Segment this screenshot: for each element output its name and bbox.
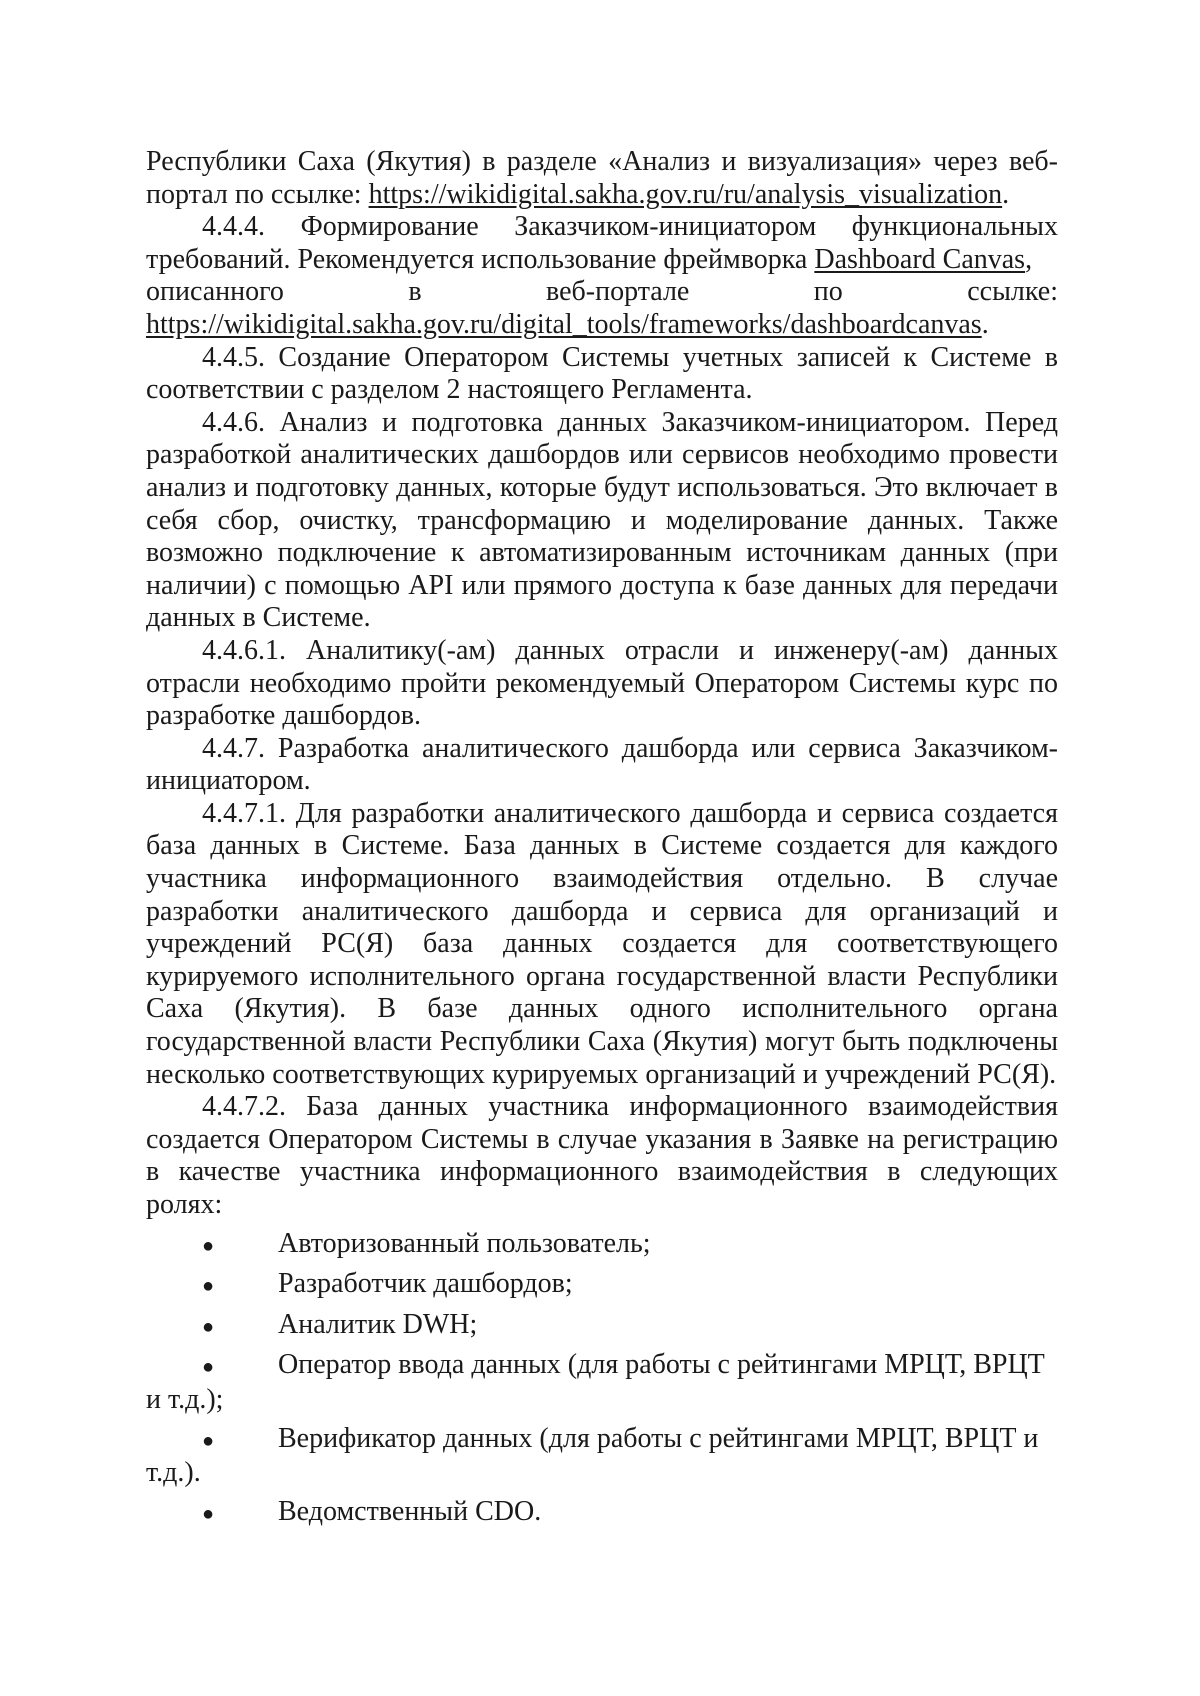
paragraph-4-4-7: 4.4.7. Разработка аналитического дашборда или сервиса Заказчиком-инициатором. (146, 732, 1058, 797)
bullet-icon: ● (202, 1356, 215, 1379)
role-item-authorized-user: ● Авторизованный пользователь; (146, 1228, 1058, 1263)
bullet-icon: ● (202, 1429, 215, 1452)
paragraph-4-4-4: 4.4.4. Формирование Заказчиком-инициатором функциональных требований. Рекомендуется использование фреймворка Dashboard Canvas, (146, 211, 1058, 275)
dashboard-canvas-link[interactable]: Dashboard Canvas (814, 243, 1026, 275)
paragraph-portal-reference: Республики Саха (Якутия) в разделе «Анализ и визуализация» через веб-портал по ссылке: https://wikidigital.sakha.gov.ru/ru/analysis_visualization. (146, 146, 1058, 210)
paragraph-4-4-6-1: 4.4.6.1. Аналитику(-ам) данных отрасли и инженеру(-ам) данных отрасли необходимо пройти рекомендуемый Оператором Системы курс по разработке дашбордов. (146, 634, 1058, 732)
role-item-dashboard-developer: ● Разработчик дашбордов; (146, 1268, 1058, 1303)
paragraph-4-4-7-1: 4.4.7.1. Для разработки аналитического дашборда и сервиса создается база данных в Системе. База данных в Системе создается для каждого участника информационного взаимодействия отдельно. В случае разработки аналитического дашборда и сервиса для организаций и учреждений РС(Я) база данных создается для соответствующего курируемого исполнительного органа государственной власти Республики Саха (Якутия). В базе данных одного исполнительного органа государственной власти Республики Саха (Якутия) могут быть подключены несколько соответствующих курируемых организаций и учреждений РС(Я). (146, 797, 1058, 1090)
dashboard-canvas-url-link[interactable]: https://wikidigital.sakha.gov.ru/digital_tools/frameworks/dashboardcanvas (146, 308, 982, 340)
role-item-data-entry-operator: ● Оператор ввода данных (для работы с рейтингами МРЦТ, ВРЦТ (146, 1349, 1058, 1384)
role-item-data-verifier: ● Верификатор данных (для работы с рейтингами МРЦТ, ВРЦТ и (146, 1423, 1058, 1458)
role-item-dwh-analyst: ● Аналитик DWH; (146, 1309, 1058, 1344)
analysis-visualization-link[interactable]: https://wikidigital.sakha.gov.ru/ru/analysis_visualization (368, 178, 1003, 210)
bullet-icon: ● (202, 1234, 215, 1257)
paragraph-4-4-6: 4.4.6. Анализ и подготовка данных Заказчиком-инициатором. Перед разработкой аналитических дашбордов или сервисов необходимо провести анализ и подготовку данных, которые будут использоваться. Это включает в себя сбор, очистку, трансформацию и моделирование данных. Также возможно подключение к автоматизированным источникам данных (при наличии) с помощью API или прямого доступа к базе данных для передачи данных в Системе. (146, 406, 1058, 634)
bullet-icon: ● (202, 1502, 215, 1525)
bullet-icon: ● (202, 1315, 215, 1338)
paragraph-4-4-5: 4.4.5. Создание Оператором Системы учетных записей к Системе в соответствии с разделом 2 настоящего Регламента. (146, 341, 1058, 406)
paragraph-4-4-7-2: 4.4.7.2. База данных участника информационного взаимодействия создается Оператором Системы в случае указания в Заявке на регистрацию в качестве участника информационного взаимодействия в следующих ролях: (146, 1091, 1058, 1220)
document-body (146, 146, 1058, 1530)
role-item-departmental-cdo: ● Ведомственный CDO. (146, 1496, 1058, 1531)
paragraph-4-4-4-link-line: https://wikidigital.sakha.gov.ru/digital_tools/frameworks/dashboardcanvas. (146, 308, 989, 340)
role-item-data-entry-operator-continuation: и т.д.); (146, 1383, 224, 1415)
role-item-data-verifier-continuation: т.д.). (146, 1457, 201, 1489)
bullet-icon: ● (202, 1275, 215, 1298)
paragraph-4-4-4-spread-line: описанного в веб-портале по ссылке: (146, 276, 1058, 308)
